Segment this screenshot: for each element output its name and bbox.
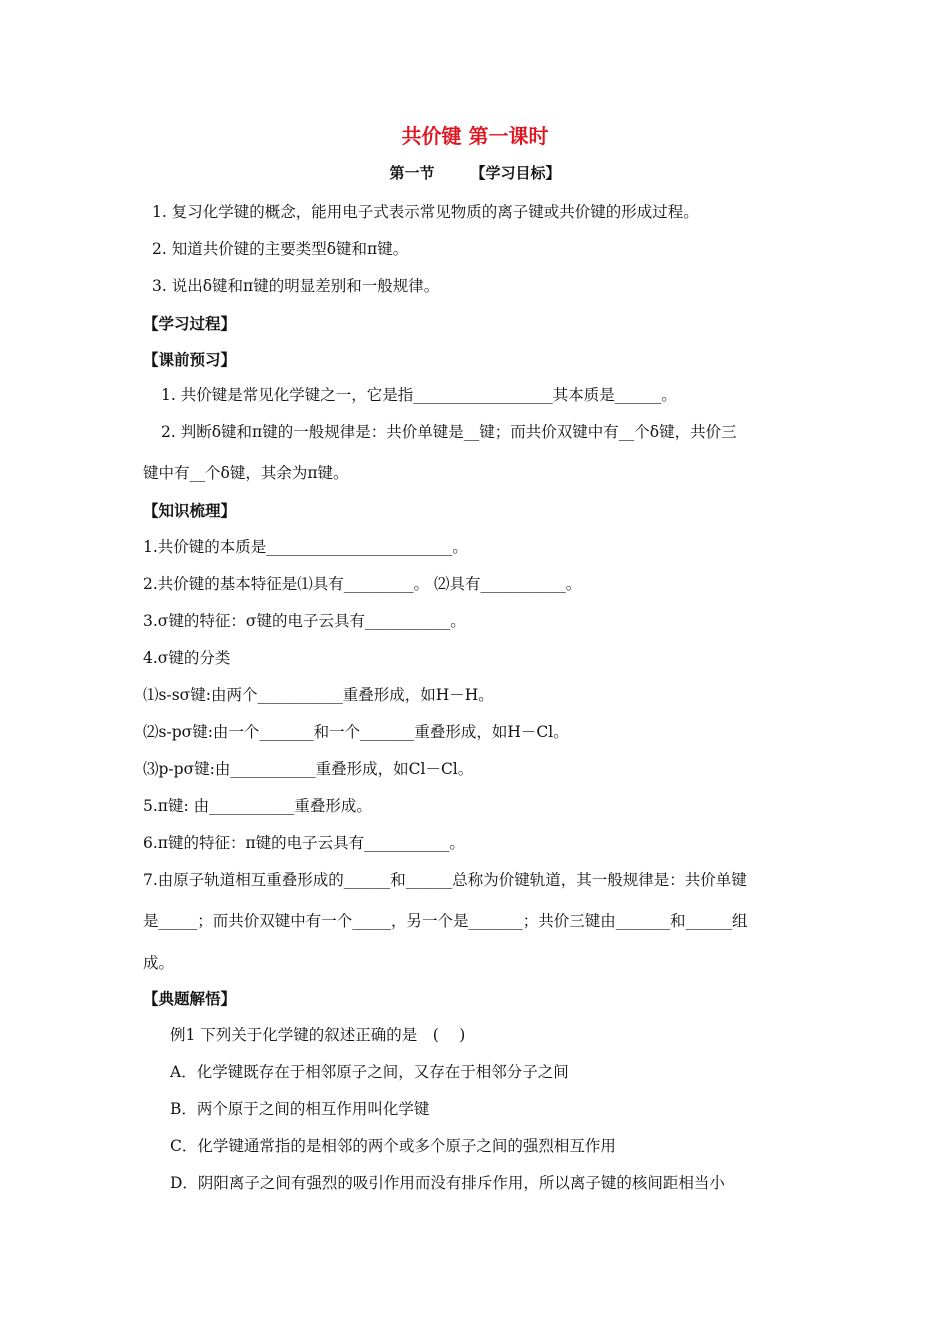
example-option: B．两个原于之间的相互作用叫化学键 <box>170 1100 430 1118</box>
knowledge-item: ⑶p-pσ键:由___________重叠形成，如Cl－Cl。 <box>143 760 474 778</box>
knowledge-item: ⑵s-pσ键:由一个_______和一个_______重叠形成，如H－Cl。 <box>143 723 569 741</box>
knowledge-item: 3.σ键的特征：σ键的电子云具有___________。 <box>143 612 466 630</box>
example-question: 例1 下列关于化学键的叙述正确的是 ( ) <box>170 1026 466 1044</box>
knowledge-item: 7.由原子轨道相互重叠形成的______和______总称为价键轨道，其一般规律是：共价单键 <box>143 871 747 889</box>
section-line <box>0 163 950 183</box>
objective-item: 2. 知道共价键的主要类型δ键和π键。 <box>152 240 409 258</box>
preview-item: 1. 共价键是常见化学键之一，它是指__________________其本质是______。 <box>161 386 677 404</box>
preview-heading: 【课前预习】 <box>143 350 237 369</box>
preview-item: 键中有__个δ键，其余为π键。 <box>143 464 349 482</box>
example-option: C．化学键通常指的是相邻的两个或多个原子之间的强烈相互作用 <box>170 1137 616 1155</box>
knowledge-item: 成。 <box>143 954 175 972</box>
example-heading: 【典题解悟】 <box>143 989 237 1008</box>
knowledge-item: 是_____；而共价双键中有一个_____，另一个是_______；共价三键由_______和______组 <box>143 912 748 930</box>
knowledge-heading: 【知识梳理】 <box>143 501 237 520</box>
knowledge-item: 5.π键: 由___________重叠形成。 <box>143 797 372 815</box>
knowledge-item: 1.共价键的本质是________________________。 <box>143 538 468 556</box>
knowledge-item: 2.共价键的基本特征是⑴具有_________。 ⑵具有___________。 <box>143 575 582 593</box>
example-option: D．阴阳离子之间有强烈的吸引作用而没有排斥作用，所以离子键的核间距相当小 <box>170 1174 725 1192</box>
knowledge-item: 4.σ键的分类 <box>143 649 231 667</box>
knowledge-item: 6.π键的特征：π键的电子云具有___________。 <box>143 834 465 852</box>
objectives-heading: 【学习目标】 <box>470 164 561 182</box>
objective-item: 1. 复习化学键的概念，能用电子式表示常见物质的离子键或共价键的形成过程。 <box>152 203 699 221</box>
knowledge-item: ⑴s-sσ键:由两个___________重叠形成，如H－H。 <box>143 686 494 704</box>
doc-title: 共价键 第一课时 <box>401 124 549 148</box>
example-option: A．化学键既存在于相邻原子之间，又存在于相邻分子之间 <box>170 1063 569 1081</box>
section-label: 第一节 <box>389 164 435 182</box>
preview-item: 2. 判断δ键和π键的一般规律是：共价单键是__键；而共价双键中有__个δ键，共价三 <box>161 423 737 441</box>
process-heading: 【学习过程】 <box>143 314 237 333</box>
objective-item: 3. 说出δ键和π键的明显差别和一般规律。 <box>152 277 440 295</box>
